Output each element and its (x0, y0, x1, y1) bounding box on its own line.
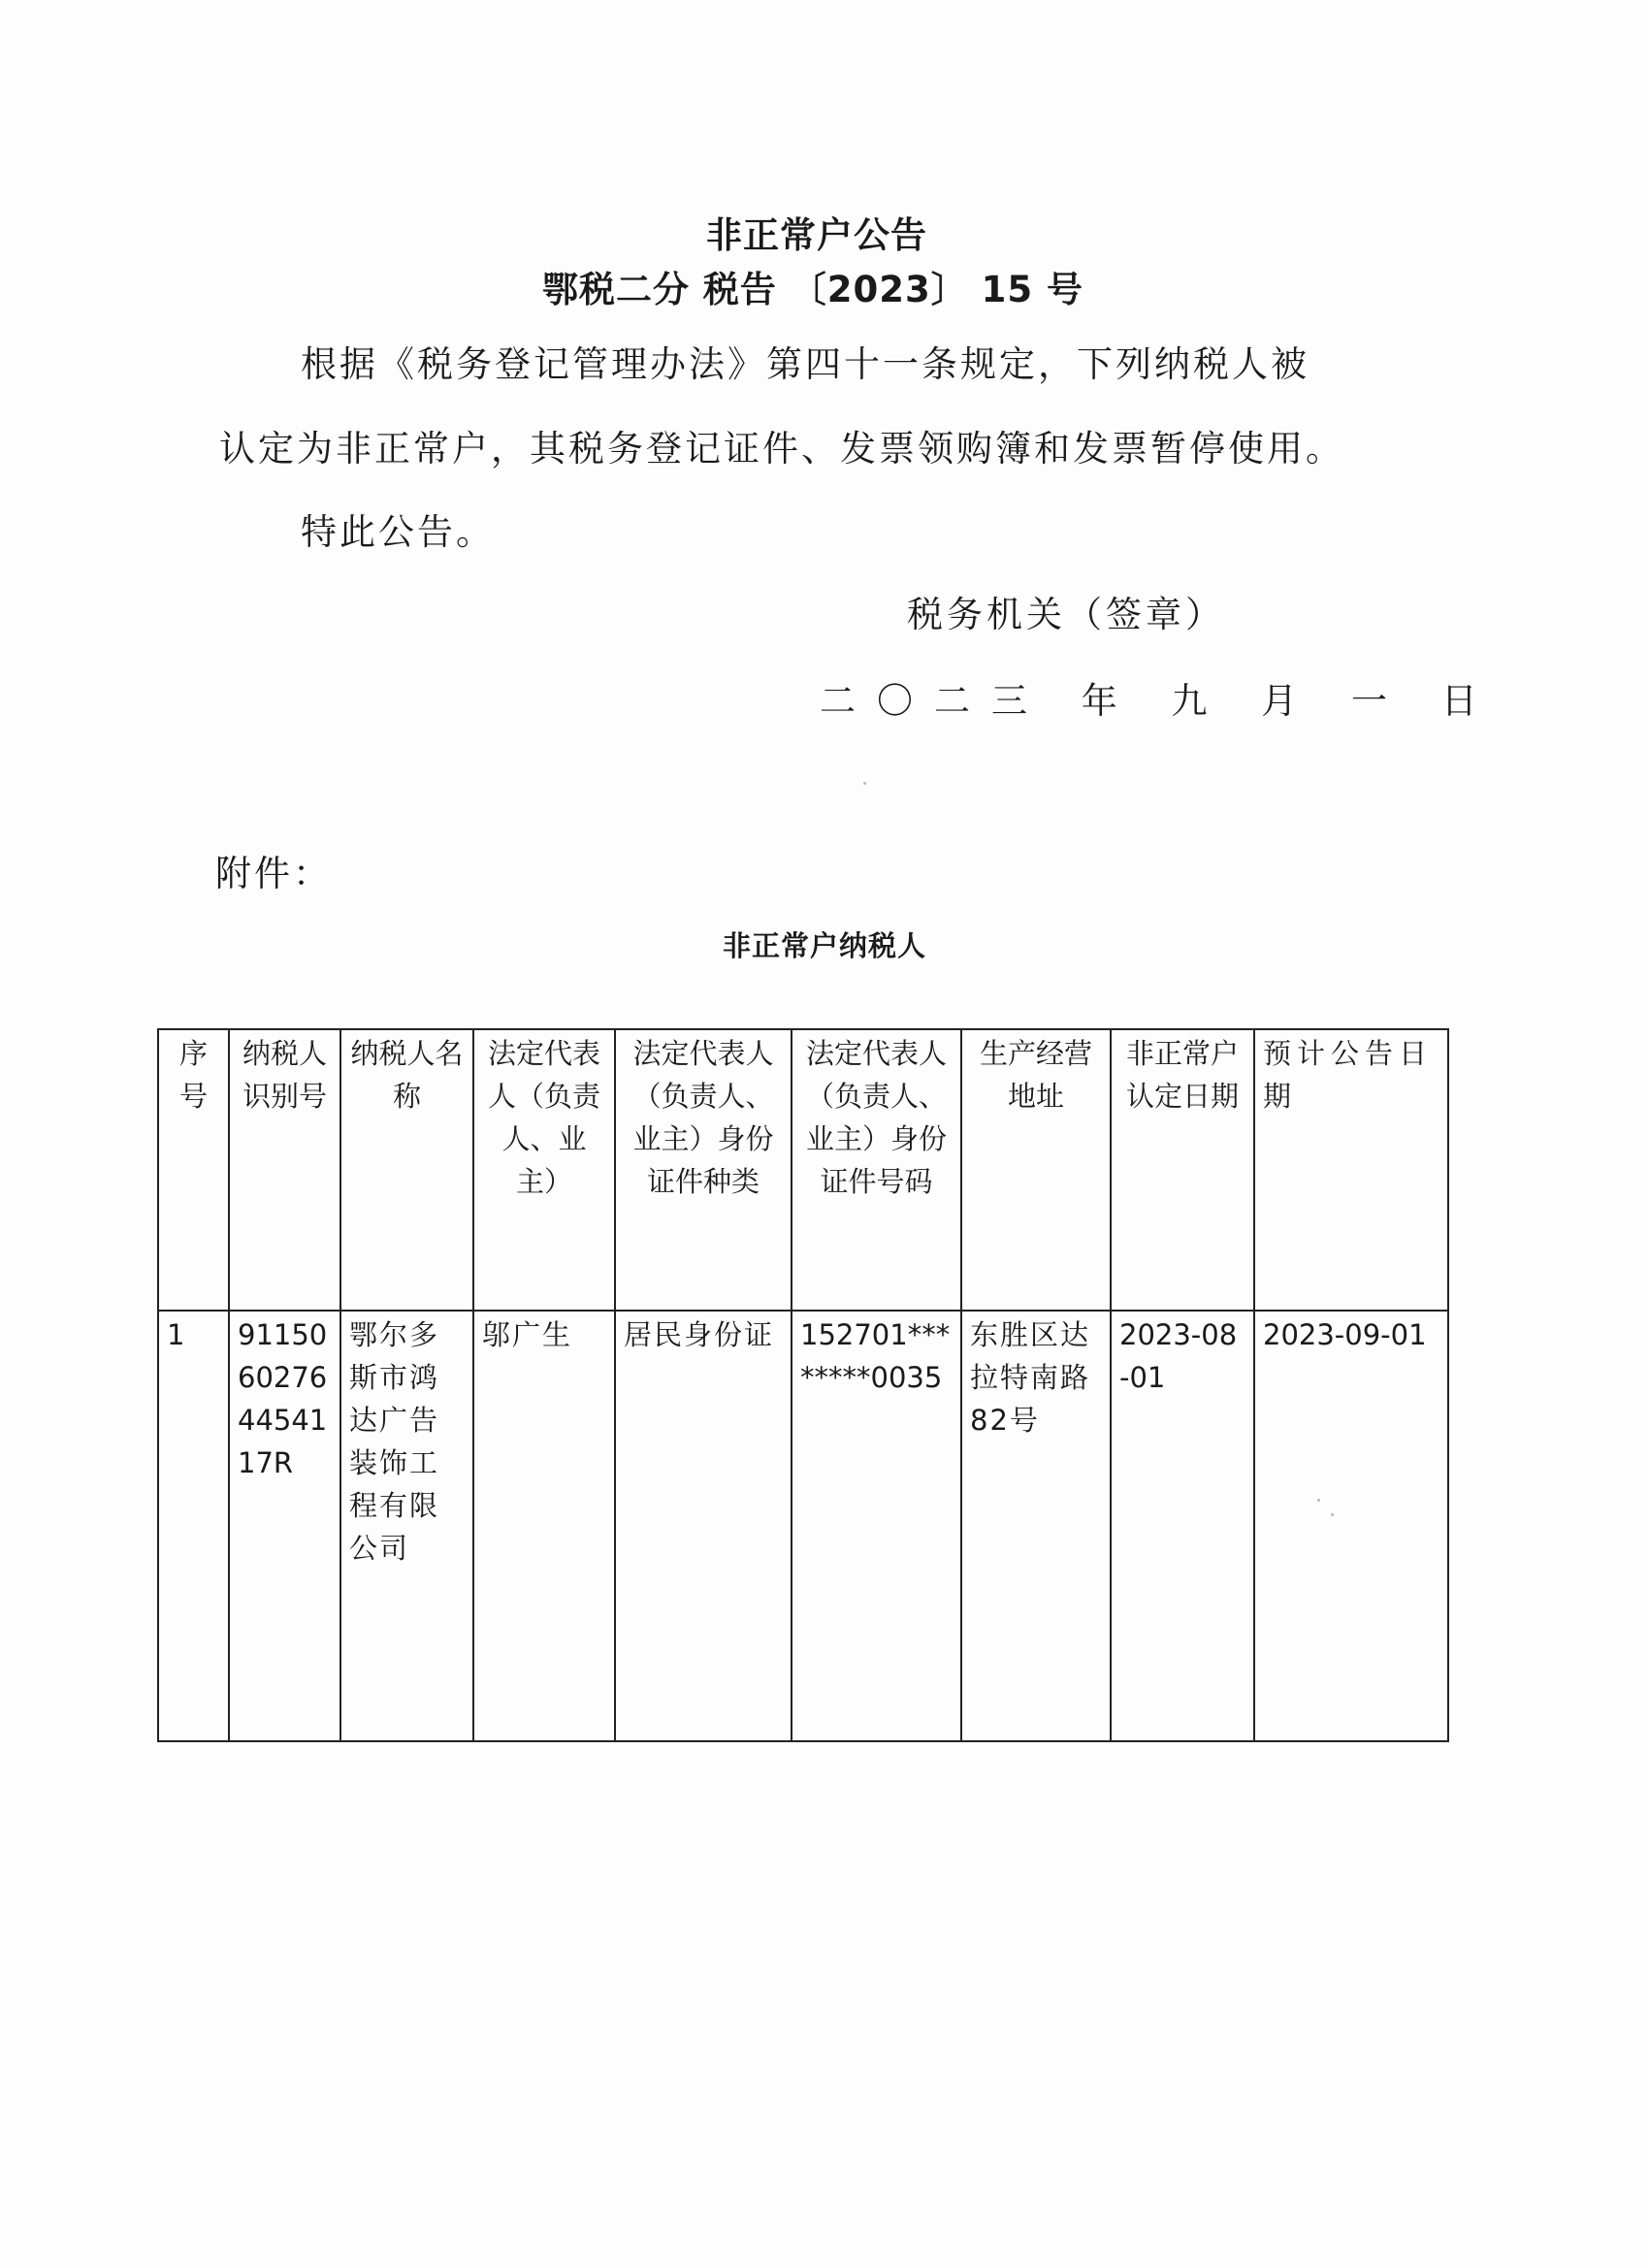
scan-speck (1331, 1513, 1334, 1516)
cell-legal-rep: 邬广生 (473, 1311, 615, 1741)
document-number: 鄂税二分 税告 〔2023〕 15 号 (542, 269, 1083, 310)
column-header-legal-rep: 法定代表人（负责人、业主） (473, 1029, 615, 1311)
column-header-taxpayer-name: 纳税人名称 (340, 1029, 473, 1311)
table-title: 非正常户纳税人 (722, 929, 926, 962)
scan-speck (1317, 1499, 1320, 1502)
taxpayer-table (157, 1028, 1449, 1742)
signature-organization: 税务机关（签章） (907, 594, 1225, 635)
body-paragraph-line-1: 根据《税务登记管理办法》第四十一条规定，下列纳税人被 (301, 343, 1310, 385)
attachment-label: 附件： (215, 853, 332, 894)
column-header-announce-date: 预计公告日期 (1254, 1029, 1448, 1311)
cell-determination-date: 2023-08-01 (1111, 1311, 1254, 1741)
column-header-determination-date: 非正常户认定日期 (1111, 1029, 1254, 1311)
notice-title: 非正常户公告 (706, 214, 927, 256)
cell-address: 东胜区达拉特南路82号 (961, 1311, 1111, 1741)
signature-date: 二〇二三 年 九 月 一 日 (820, 680, 1499, 722)
cell-taxpayer-id: 91150602764454117R (229, 1311, 340, 1741)
column-header-seq: 序号 (158, 1029, 229, 1311)
body-paragraph-line-2: 认定为非正常户，其税务登记证件、发票领购簿和发票暂停使用。 (219, 428, 1344, 470)
table-header-row (158, 1029, 1448, 1311)
column-header-address: 生产经营地址 (961, 1029, 1111, 1311)
column-header-id-type: 法定代表人（负责人、业主）身份证件种类 (615, 1029, 792, 1311)
cell-taxpayer-name: 鄂尔多斯市鸿达广告装饰工程有限公司 (340, 1311, 473, 1741)
cell-seq: 1 (158, 1311, 229, 1741)
cell-id-type: 居民身份证 (615, 1311, 792, 1741)
cell-id-number: 152701********0035 (792, 1311, 961, 1741)
column-header-taxpayer-id: 纳税人识别号 (229, 1029, 340, 1311)
table-row (158, 1311, 1448, 1741)
column-header-id-number: 法定代表人（负责人、业主）身份证件号码 (792, 1029, 961, 1311)
cell-announce-date: 2023-09-01 (1254, 1311, 1448, 1741)
closing-text: 特此公告。 (301, 511, 495, 553)
scan-speck (863, 782, 866, 785)
